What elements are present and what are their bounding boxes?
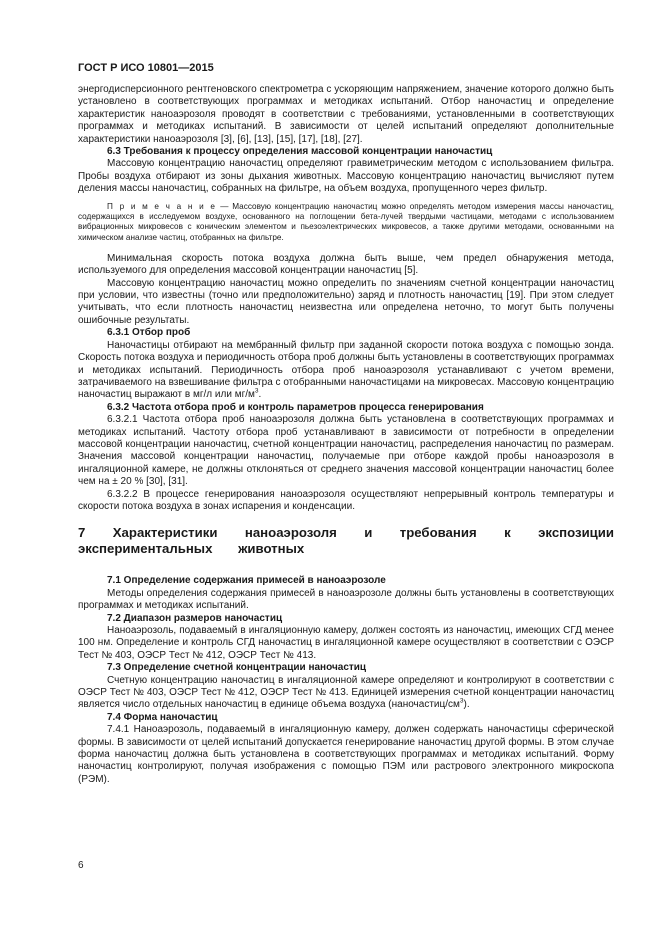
paragraph-intro: энергодисперсионного рентгеновского спектрометра с ускоряющим напряжением, значение которого должно быть установлено в соответствующих программах и методиках испытаний. Отбор наночастиц и определение характеристик наноаэрозоля проводят в соответствии с требованиями, установленными в соответствующих программах и методиках испытаний. В зависимости от целей испытаний определяют дополнительные характеристики наноаэрозоля [3], [6], [13], [15], [17], [18], [27]. xyxy=(78,84,614,145)
heading-7-3: 7.3 Определение счетной концентрации наночастиц xyxy=(107,662,367,674)
note-block xyxy=(78,202,614,243)
heading-6-3-2: 6.3.2 Частота отбора проб и контроль параметров процесса генерирования xyxy=(107,401,484,413)
paragraph-7-3 xyxy=(78,675,614,712)
paragraph-6-3-1 xyxy=(78,340,614,402)
page-number: 6 xyxy=(78,860,84,871)
paragraph-6-3-2-1: 6.3.2.1 Частота отбора проб наноаэрозоля должна быть установлена в соответствующих программах и методиках испытаний. Частоту отбора проб устанавливают в зависимости от потребности в определении массовой концентрации наночастиц, счетной концентрации наночастиц, распределения наночастиц по размерам. Значения массовой концентрации наночастиц, получаемые при отборе каждой пробы наноаэрозоля в ингаляционной камере, не должны отклоняться от среднего значения массовой концентрации наночастиц более чем на ± 20 % [30], [31]. xyxy=(78,414,614,488)
superscript-cubed: 3 xyxy=(459,698,464,706)
standard-designation: ГОСТ Р ИСО 10801—2015 xyxy=(78,62,214,74)
paragraph-6-3-a: Массовую концентрацию наночастиц определяют гравиметрическим методом с использованием фильтра. Пробы воздуха отбирают из зоны дыхания животных. Массовую концентрацию наночастиц вычисляют путем деления массы наночастиц, собранных на фильтре, на объем воздуха, пропущенного через фильтр. xyxy=(78,158,614,195)
paragraph-6-3-1-text: Наночастицы отбирают на мембранный фильтр при заданной скорости потока воздуха с помощью зонда. Скорость потока воздуха и периодичность отбора проб должны быть установлены в соответствующих программах и методиках испытаний. Периодичность отбора проб наноаэрозоля устанавливают с учетом времени, затрачиваемого на взвешивание фильтра с отобранными наночастицами на микровесах. Массовую концентрацию наночастиц выражают в мг/л или мг/м xyxy=(78,339,614,401)
paragraph-6-3-1-end: . xyxy=(258,389,262,401)
paragraph-7-1: Методы определения содержания примесей в наноаэрозоле должны быть установлены в соответствующих программах и методиках испытаний. xyxy=(78,587,614,612)
paragraph-7-3-text: Счетную концентрацию наночастиц в ингаляционной камере определяют и контролируют в соответствии с ОЭСР Тест № 403, ОЭСР Тест № 412, ОЭСР Тест № 413. Единицей измерения счетной концентрации наночастиц является число отдельных наночастиц в единице объема воздуха (наночастиц/см xyxy=(78,674,614,711)
paragraph-6-3-b: Минимальная скорость потока воздуха должна быть выше, чем предел обнаружения метода, используемого для определения массовой концентрации наночастиц [5]. xyxy=(78,252,614,277)
heading-section-7: 7 Характеристики наноаэрозоля и требования к экспозиции экспериментальных животных xyxy=(78,525,614,557)
heading-6-3-1: 6.3.1 Отбор проб xyxy=(107,327,191,339)
heading-7-4: 7.4 Форма наночастиц xyxy=(107,711,218,723)
paragraph-7-4-1: 7.4.1 Наноаэрозоль, подаваемый в ингаляционную камеру, должен содержать наночастицы сферической формы. В зависимости от целей испытаний допускается генерирование наночастиц другой формы. В этом случае форма наночастиц должна быть установлена в соответствующих программах и методиках испытаний. Форму наночастиц контролируют, получая изображения с помощью ПЭМ или растрового электронного микроскопа (РЭМ). xyxy=(78,724,614,785)
paragraph-6-3-2-2: 6.3.2.2 В процессе генерирования наноаэрозоля осуществляют непрерывный контроль температуры и скорости потока воздуха в зонах испарения и конденсации. xyxy=(78,488,614,512)
heading-7-2: 7.2 Диапазон размеров наночастиц xyxy=(107,612,283,624)
paragraph-7-2: Наноаэрозоль, подаваемый в ингаляционную камеру, должен состоять из наночастиц, имеющих СГД менее 100 нм. Определение и контроль СГД наночастиц в ингаляционной камере осуществляют в соответствии с ОЭСР Тест № 403, ОЭСР Тест № 412, ОЭСР Тест № 413. xyxy=(78,625,614,661)
document-page xyxy=(78,62,614,786)
note-label: П р и м е ч а н и е xyxy=(107,201,217,211)
note-text: — Массовую концентрацию наночастиц можно определять методом измерения массы наночастиц, содержащихся в исследуемом воздухе, основанного на поглощении бета-лучей твердыми частицами, методами с использованием вибрационных микровесов с коническим элементом и пьезоэлектрических микровесов, а также другими методами, основанными на химическом анализе частиц, отобранных на фильтре. xyxy=(78,201,614,242)
superscript-cubed: 3 xyxy=(254,387,259,395)
heading-7-1: 7.1 Определение содержания примесей в наноаэрозоле xyxy=(107,575,386,587)
heading-6-3: 6.3 Требования к процессу определения массовой концентрации наночастиц xyxy=(107,146,493,158)
paragraph-7-3-end: ). xyxy=(463,699,470,711)
paragraph-6-3-c: Массовую концентрацию наночастиц можно определить по значениям счетной концентрации наночастиц при условии, что известны (точно или предположительно) заряд и плотность наночастиц [19]. При этом следует учитывать, что если плотность наночастиц неизвестна или определена неточно, то могут быть получены ошибочные результаты. xyxy=(78,277,614,326)
